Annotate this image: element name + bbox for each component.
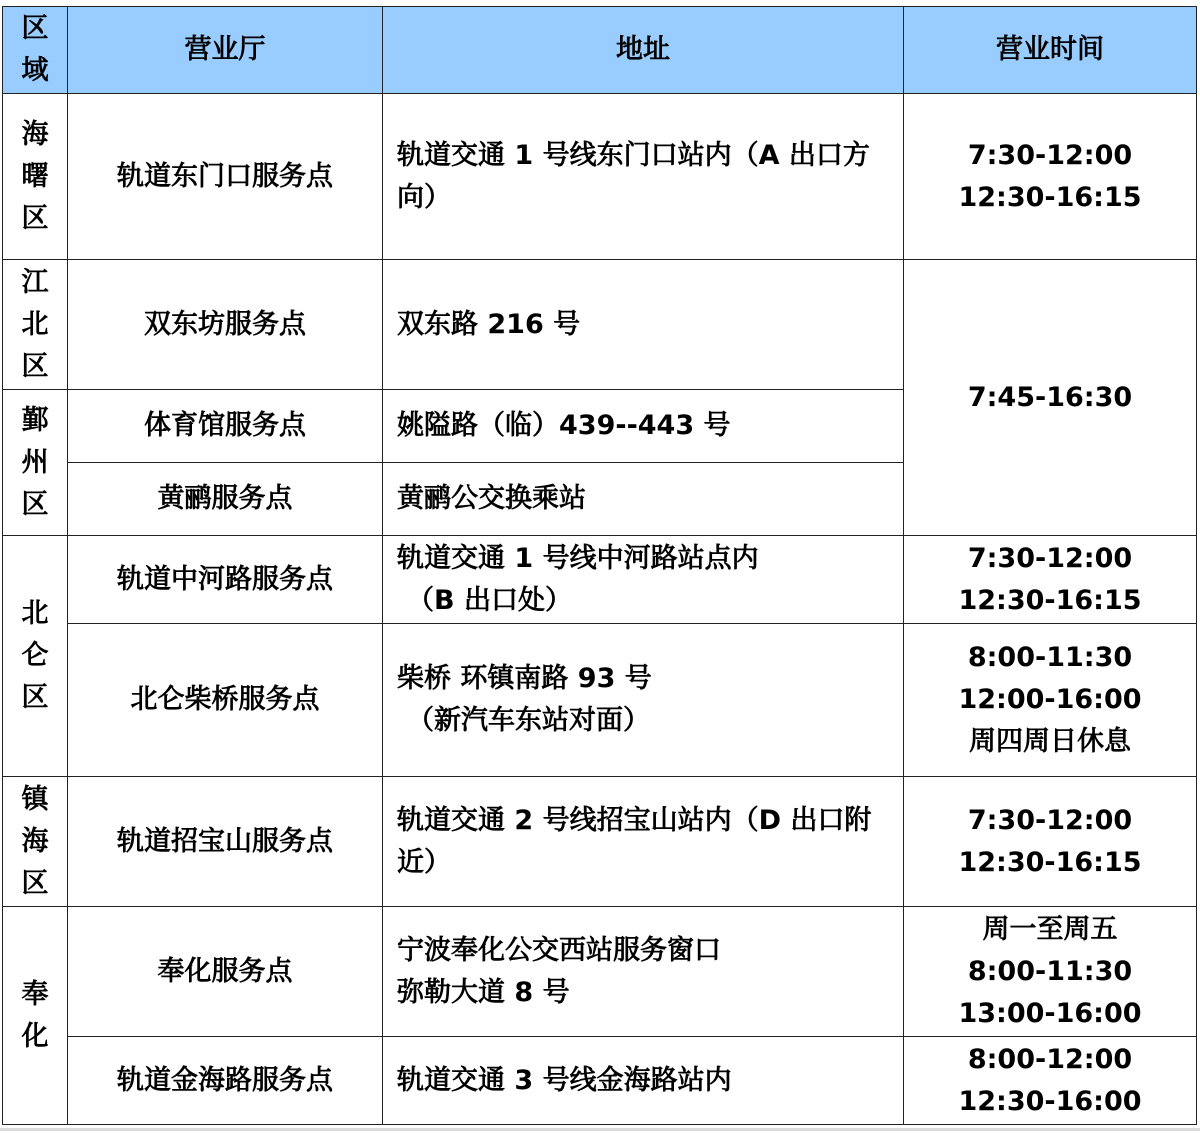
address-cell [383,536,904,624]
address-line: 近） [397,846,451,878]
region-cell: 海曙区 [3,94,68,260]
hours-line: 13:00-16:00 [958,997,1142,1029]
address-line: 轨道交通 3 号线金海路站内 [397,1064,732,1096]
hours-line: 12:30-16:00 [958,1085,1142,1117]
hall-cell: 双东坊服务点 [68,260,383,390]
hall-cell: 轨道招宝山服务点 [68,777,383,907]
region-cell: 镇海区 [3,777,68,907]
region-cell: 鄞州区 [3,390,68,536]
hours-cell [904,624,1197,777]
address-cell [383,260,904,390]
hall-cell: 体育馆服务点 [68,390,383,463]
region-cell: 北仑区 [3,536,68,777]
hours-cell [904,1037,1197,1125]
hall-cell: 轨道东门口服务点 [68,94,383,260]
hours-line: 7:30-12:00 [967,139,1133,171]
hours-line: 12:00-16:00 [958,684,1142,715]
address-line: 黄鹂公交换乘站 [397,483,586,514]
table-row [3,777,1197,907]
header-hours: 营业时间 [904,7,1197,94]
address-line: 姚隘路（临）439--443 号 [397,410,731,441]
hours-line: 7:30-12:00 [967,542,1133,574]
address-line: 双东路 216 号 [397,308,581,340]
table-row [3,1037,1197,1125]
hall-cell: 黄鹂服务点 [68,463,383,536]
header-region: 区域 [3,7,68,94]
address-line: 弥勒大道 8 号 [397,976,570,1008]
hours-cell [904,907,1197,1037]
hours-line: 周四周日休息 [969,726,1131,757]
address-cell [383,907,904,1037]
address-line: 轨道交通 1 号线中河路站点内 [397,542,759,574]
address-line: 宁波奉化公交西站服务窗口 [397,934,721,966]
table-row [3,536,1197,624]
hours-cell [904,536,1197,624]
hours-line: 8:00-12:00 [967,1043,1133,1075]
hours-line: 8:00-11:30 [967,955,1133,987]
hall-cell: 北仑柴桥服务点 [68,624,383,777]
table-row [3,907,1197,1037]
address-line: （B 出口处） [407,584,572,616]
address-line: 轨道交通 2 号线招宝山站内（D 出口附 [397,804,872,836]
hours-line: 12:30-16:15 [958,846,1142,878]
address-cell [383,94,904,260]
address-cell [383,777,904,907]
hall-cell: 轨道中河路服务点 [68,536,383,624]
hours-line: 12:30-16:15 [958,584,1142,616]
address-line: （新汽车东站对面） [407,705,650,736]
region-cell: 江北区 [3,260,68,390]
address-line: 轨道交通 1 号线东门口站内（A 出口方 [397,139,870,171]
table-row [3,260,1197,390]
table-header-row [3,7,1197,94]
service-hall-table [2,6,1197,1125]
hours-cell [904,260,1197,536]
address-cell [383,463,904,536]
hall-cell: 轨道金海路服务点 [68,1037,383,1125]
hours-line: 7:30-12:00 [967,804,1133,836]
region-cell: 奉化 [3,907,68,1125]
address-line: 柴桥 环镇南路 93 号 [397,663,652,694]
bottom-divider [0,1128,1200,1131]
address-line: 向） [397,181,451,213]
hall-cell: 奉化服务点 [68,907,383,1037]
hours-cell [904,777,1197,907]
table-row [3,94,1197,260]
address-cell [383,1037,904,1125]
address-cell [383,390,904,463]
header-address: 地址 [383,7,904,94]
table-row [3,624,1197,777]
hours-line: 7:45-16:30 [967,381,1133,413]
address-cell [383,624,904,777]
header-hall: 营业厅 [68,7,383,94]
hours-line: 周一至周五 [982,913,1118,945]
hours-cell [904,94,1197,260]
hours-line: 12:30-16:15 [958,181,1142,213]
hours-line: 8:00-11:30 [967,642,1133,673]
